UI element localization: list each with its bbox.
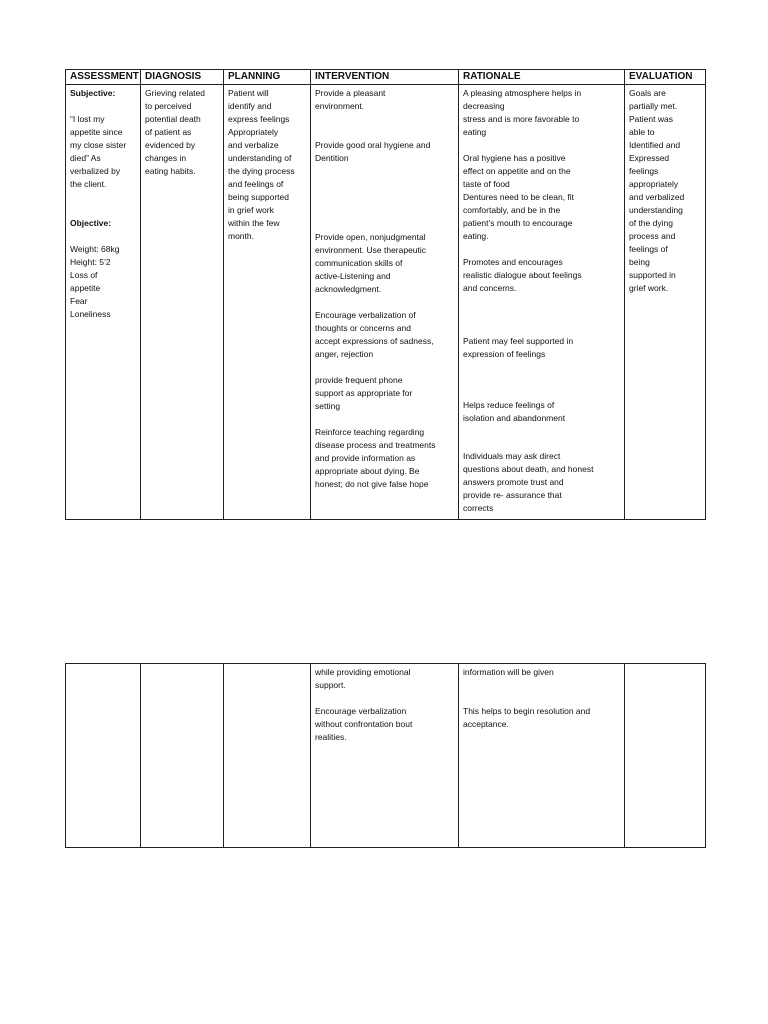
evaluation-text: Goals are partially met. Patient was able to Identified and Expressed feelings appropriately and verbalized understanding of the dying process and feelings of being supported in grief work. [629,88,685,293]
table-row [66,85,706,520]
intervention-cell [311,664,459,848]
rationale-item: Oral hygiene has a positive effect on appetite and on the taste of food Dentures need to be clean, fit comfortably, and be in the patient’s mouth to encourage eating. [463,153,575,241]
header-assessment: ASSESSMENT [66,70,141,85]
intervention-cell [311,85,459,520]
rationale-cell [459,85,625,520]
table-row [66,664,706,848]
intervention-item: Encourage verbalization of thoughts or concerns and accept expressions of sadness, anger, rejection [315,310,434,359]
rationale-item: Helps reduce feelings of isolation and abandonment [463,400,566,423]
rationale-item: information will be given [463,667,554,677]
header-planning: PLANNING [224,70,311,85]
rationale-item: Individuals may ask direct questions about death, and honest answers promote trust and provide re- assurance that corrects [463,451,594,513]
diagnosis-text: Grieving related to perceived potential death of patient as evidenced by changes in eating habits. [145,88,206,176]
evaluation-cell [625,664,706,848]
rationale-item: This helps to begin resolution and acceptance. [463,706,591,729]
evaluation-cell [625,85,706,520]
rationale-item: A pleasing atmosphere helps in decreasing stress and is more favorable to eating [463,88,582,137]
objective-label: Objective: [70,218,112,228]
intervention-item: while providing emotional support. [315,667,411,690]
header-row [66,70,706,85]
intervention-item: Provide good oral hygiene and Dentition [315,140,431,163]
continuation-table [65,663,706,848]
subjective-text: “I lost my appetite since my close sister died” As verbalized by the client. [70,114,127,189]
subjective-label: Subjective: [70,88,116,98]
rationale-item: Patient may feel supported in expression of feelings [463,336,574,359]
planning-text: Patient will identify and express feelings Appropriately and verbalize understanding of the dying process and feelings of being supported in grief work within the few month. [228,88,295,241]
header-diagnosis: DIAGNOSIS [141,70,224,85]
assessment-cell [66,664,141,848]
nursing-care-plan-table [65,69,706,520]
header-intervention: INTERVENTION [311,70,459,85]
diagnosis-cell [141,664,224,848]
rationale-item: Promotes and encourages realistic dialogue about feelings and concerns. [463,257,582,293]
intervention-item: provide frequent phone support as appropriate for setting [315,375,413,411]
diagnosis-cell [141,85,224,520]
intervention-item: Provide open, nonjudgmental environment. Use therapeutic communication skills of active-Listening and acknowledgment. [315,232,427,294]
objective-text: Weight: 68kg Height: 5’2 Loss of appetite Fear Loneliness [70,244,120,319]
intervention-item: Provide a pleasant environment. [315,88,386,111]
rationale-cell [459,664,625,848]
assessment-cell [66,85,141,520]
header-evaluation: EVALUATION [625,70,706,85]
planning-cell [224,664,311,848]
intervention-item: Reinforce teaching regarding disease process and treatments and provide information as appropriate about dying. Be honest; do not give false hope [315,427,436,489]
planning-cell [224,85,311,520]
intervention-item: Encourage verbalization without confrontation bout realities. [315,706,413,742]
header-rationale: RATIONALE [459,70,625,85]
